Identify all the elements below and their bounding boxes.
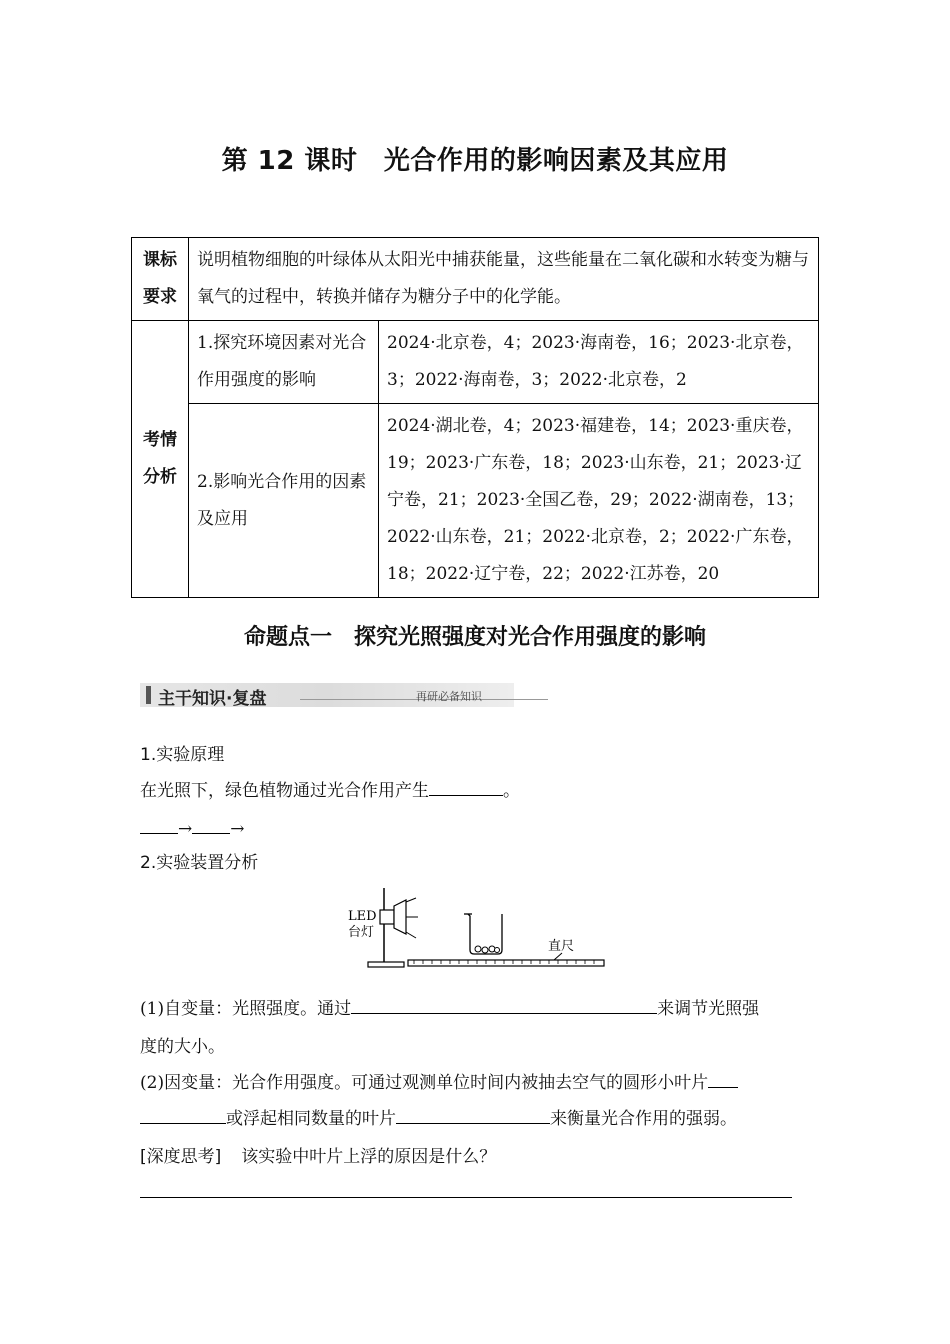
topic-2-exams: 2024·湖北卷，4；2023·福建卷，14；2023·重庆卷，19；2023·广东卷，18；2023·山东卷，21；2023·辽宁卷，21；2023·全国乙卷，29；2022·湖南卷，13；2022·山东卷，21；2022·北京卷，2；2022·广东卷，18；2022·辽宁卷，22；2022·江苏卷，20 [379, 404, 819, 598]
leaf-disk [482, 947, 488, 953]
principle-text-post: 。 [503, 781, 520, 801]
section-subtitle: 命题点一 探究光照强度对光合作用强度的影响 [243, 625, 706, 650]
table-row [132, 321, 819, 404]
answer-blank[interactable] [192, 822, 230, 834]
ruler-label: 直尺 [548, 939, 575, 954]
q1-post: 来调节光照强 [657, 999, 760, 1019]
process-chain [140, 814, 245, 844]
dependent-variable-cont [140, 1104, 737, 1134]
arrow: → [178, 819, 193, 839]
leaf-disk [489, 946, 495, 952]
answer-blank[interactable] [140, 1105, 226, 1124]
answer-blank[interactable] [140, 822, 178, 834]
banner-subtitle: 再研必备知识 [416, 690, 482, 703]
lamp-label: 台灯 [348, 925, 375, 940]
dependent-variable [140, 1068, 738, 1098]
q1-pre: (1)自变量：光照强度。通过 [140, 999, 352, 1019]
banner-title: 主干知识·复盘 [158, 689, 267, 709]
banner-bar [146, 686, 151, 704]
topic-1: 1.探究环境因素对光合作用强度的影响 [189, 321, 379, 404]
deep-thinking [140, 1142, 496, 1172]
answer-blank[interactable] [708, 1069, 738, 1088]
principle-heading: 1.实验原理 [140, 745, 225, 765]
answer-line[interactable] [140, 1197, 792, 1198]
analysis-label: 考情分析 [132, 321, 189, 598]
apparatus-heading: 2.实验装置分析 [140, 853, 259, 873]
q2-mid: 或浮起相同数量的叶片 [226, 1109, 396, 1129]
q2-post: 来衡量光合作用的强弱。 [550, 1109, 737, 1129]
stand-base [368, 962, 404, 967]
topic-2: 2.影响光合作用的因素及应用 [189, 404, 379, 598]
curriculum-table [131, 237, 819, 598]
light-ray [406, 932, 416, 938]
answer-blank[interactable] [429, 777, 503, 796]
leaf-disk [495, 948, 500, 953]
topic-1-exams: 2024·北京卷，4；2023·海南卷，16；2023·北京卷，3；2022·海南卷，3；2022·北京卷，2 [379, 321, 819, 404]
page-title: 第 12 课时 光合作用的影响因素及其应用 [221, 146, 729, 176]
deep-thinking-question: 该实验中叶片上浮的原因是什么？ [241, 1147, 497, 1167]
light-ray [406, 898, 416, 902]
led-label: LED [348, 909, 377, 924]
leaf-disk [475, 946, 481, 952]
arrow: → [230, 819, 245, 839]
answer-blank[interactable] [396, 1105, 550, 1124]
independent-variable [140, 994, 759, 1024]
section-banner [140, 683, 514, 707]
deep-thinking-label: [深度思考] [140, 1147, 222, 1167]
lamp-clamp [380, 910, 394, 924]
table-row [132, 238, 819, 321]
answer-blank[interactable] [351, 995, 657, 1014]
table-row [132, 404, 819, 598]
apparatus-figure [340, 880, 610, 975]
principle-text [140, 776, 520, 806]
lamp-head [394, 900, 406, 934]
independent-variable-cont: 度的大小。 [140, 1037, 225, 1057]
curriculum-text: 说明植物细胞的叶绿体从太阳光中捕获能量，这些能量在二氧化碳和水转变为糖与氧气的过程中，转换并储存为糖分子中的化学能。 [189, 238, 819, 321]
ruler [408, 960, 604, 966]
principle-text-pre: 在光照下，绿色植物通过光合作用产生 [140, 781, 429, 801]
curriculum-label: 课标要求 [132, 238, 189, 321]
ruler-ticks [414, 960, 594, 964]
q2-pre: (2)因变量：光合作用强度。可通过观测单位时间内被抽去空气的圆形小叶片 [140, 1073, 709, 1093]
